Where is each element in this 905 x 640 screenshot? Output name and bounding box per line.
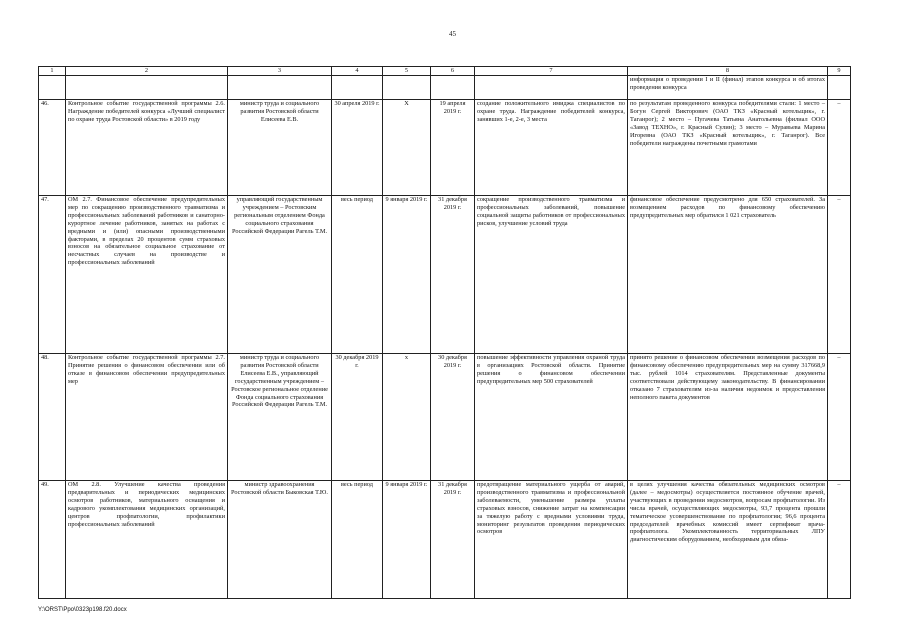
planned-result-cell: предотвращение материального ущерба от аварий, производственного травматизма и профессиональной заболеваемости, уменьшение размера уплаты страховых взносов, снижение затрат на компенсации за тяжелую работу с вредными условиями труда, мониторинг результатов проведения периодических осмотров [475,481,628,599]
column-number: 1 [39,67,66,76]
fact-date-cell: 31 декабря 2019 г. [431,481,475,599]
responsible-cell: министр труда и социального развития Ростовской области Елисеева Е.В. [228,100,332,196]
row-number: 46. [39,100,66,196]
responsible-cell: управляющий государственным учреждением – Ростовским региональным отделением Фонда социального страхования Российской Федерации Рагель Т.М. [228,196,332,354]
table-row [39,100,851,196]
fact-date-cell: 31 декабря 2019 г. [431,196,475,354]
column-number: 7 [475,67,628,76]
column-number: 2 [66,67,228,76]
table-row [39,196,851,354]
planned-result-cell: создание положительного имиджа специалистов по охране труда. Награждение победителей конкурса, занявших 1-е, 2-е, 3 места [475,100,628,196]
file-path-footer: Y:\ORST\Ppo\0323p198.f20.docx [38,607,127,613]
note-cell: – [828,196,851,354]
column-number: 4 [332,67,383,76]
column-number: 6 [431,67,475,76]
responsible-cell: министр труда и социального развития Ростовской области Елисеева Е.В., управляющий государственным учреждением – Ростовское региональное отделение Фонда социального страхования Российской Федерации Рагель Т.М. [228,354,332,481]
responsible-cell: министр здравоохранения Ростовской области Быковская Т.Ю. [228,481,332,599]
column-number: 9 [828,67,851,76]
column-number-row [39,67,851,76]
planned-result-cell: сокращение производственного травматизма и профессиональных заболеваний, повышение социальной защиты работников от профессиональных рисков, улучшение условий труда [475,196,628,354]
plan-date-cell: весь период [332,481,383,599]
start-date-cell: X [383,100,431,196]
page-number: 45 [449,30,456,38]
column-number: 5 [383,67,431,76]
row-number: 49. [39,481,66,599]
plan-date-cell: 30 декабря 2019 г. [332,354,383,481]
fact-date-cell: 30 декабря 2019 г. [431,354,475,481]
table-row [39,481,851,599]
column-number: 8 [628,67,828,76]
continuation-row [39,76,851,100]
actual-result-cell: финансовое обеспечение предусмотрено для 650 страхователей. За возмещением расходов по финансовому обеспечению предупредительных мер обратился 1 021 страхователь [628,196,828,354]
event-cell: Контрольное событие государственной программы 2.7. Принятие решения о финансовом обеспечении или об отказе в финансовом обеспечении предупредительных мер [66,354,228,481]
actual-result-cell: принято решение о финансовом обеспечении возмещения расходов по финансовому обеспечению предупредительных мер на сумму 317668,9 тыс. рублей 1014 страхователям. Представленные документы соответствовали действующему законодательству. В финансировании отказано 7 страхователям из-за наличия недоимок и предоставления неполного пакета документов [628,354,828,481]
continuation-text: информация о проведении I и II (финал) этапов конкурса и об итогах проведения конкурса [628,76,828,100]
note-cell: – [828,100,851,196]
note-cell: – [828,481,851,599]
planned-result-cell: повышение эффективности управления охраной труда в организациях Ростовской области. Принятие решения о финансовом обеспечении предупредительных мер 500 страхователей [475,354,628,481]
start-date-cell: 9 января 2019 г. [383,481,431,599]
row-number: 48. [39,354,66,481]
fact-date-cell: 19 апреля 2019 г. [431,100,475,196]
event-cell: ОМ 2.8. Улучшение качества проведения предварительных и периодических медицинских осмотров работников, материального оснащения и кадрового укомплектования медицинских организаций, центров профпатологии, профилактики профессиональных заболеваний [66,481,228,599]
plan-date-cell: весь период [332,196,383,354]
actual-result-cell: по результатам проведенного конкурса победителями стали: 1 место – Богун Сергей Викторович (ОАО ТКЗ «Красный котельщик», г. Таганрог); 2 место – Пугачева Татьяна Анатольевна (филиал ООО «Завод ТЕХНО», г. Красный Сулин); 3 место – Муравьева Марина Игоревна (ОАО ТКЗ «Красный котельщик», г. Таганрог). Все победители награждены почетными грамотами [628,100,828,196]
event-cell: Контрольное событие государственной программы 2.6. Награждение победителей конкурса «Лучший специалист по охране труда Ростовской области» в 2019 году [66,100,228,196]
note-cell: – [828,354,851,481]
plan-date-cell: 30 апреля 2019 г. [332,100,383,196]
start-date-cell: x [383,354,431,481]
start-date-cell: 9 января 2019 г. [383,196,431,354]
column-number: 3 [228,67,332,76]
actual-result-cell: в целях улучшения качества обязательных медицинских осмотров (далее – медосмотры) осуществляется постоянное обучение врачей, участвующих в проведении медосмотров, вопросам профпатологии. Из числа врачей, осуществляющих медосмотры, 93,7 процента прошли тематическое усовершенствование по профпатологии; 96,6 процента председателей врачебных комиссий имеет сертификат врача-профпатолога. Укомплектованность территориальных ЛПУ диагностическим оборудованием, необходимым для обяза- [628,481,828,599]
table-row [39,354,851,481]
report-table [38,66,851,599]
row-number: 47. [39,196,66,354]
event-cell: ОМ 2.7. Финансовое обеспечение предупредительных мер по сокращению производственного травматизма и профессиональных заболеваний работников и санаторно-курортное лечение работников, занятых на работах с вредными и (или) опасными производственными факторами, в пределах 20 процентов сумм страховых взносов на обязательное социальное страхование от несчастных случаев на производстве и профессиональных заболеваний [66,196,228,354]
